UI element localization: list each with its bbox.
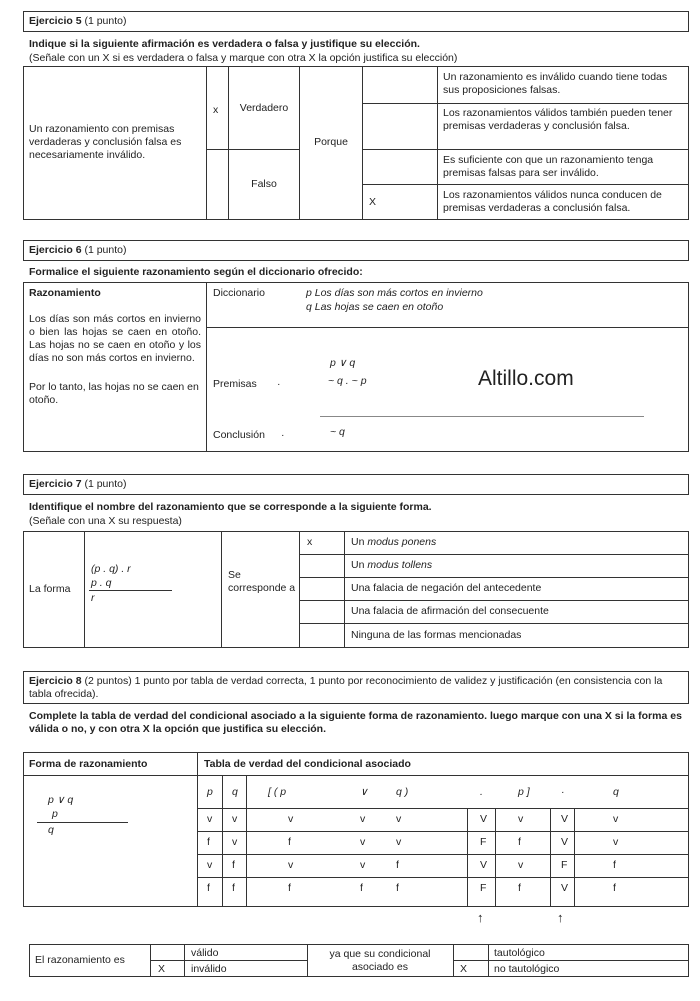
truth-table-cell: f — [360, 882, 363, 894]
ex7-forma-label: La forma — [29, 583, 71, 595]
truth-table-cell: v — [518, 813, 524, 825]
truth-table-header-cell: . — [480, 786, 483, 798]
ex7-option: Un modus ponens — [351, 536, 437, 548]
truth-table-cell: f — [613, 859, 616, 871]
truth-table-cell: F — [561, 859, 568, 871]
ex8-forma-line1: p ∨ q — [48, 794, 74, 806]
truth-table-header-cell: q ) — [396, 786, 409, 798]
ex7-points: (1 punto) — [84, 478, 127, 490]
ex5-option: Es suficiente con que un razonamiento tenga premisas falsas para ser inválido. — [443, 154, 654, 180]
truth-table-cell: f — [207, 882, 210, 894]
truth-table-cell: f — [288, 836, 291, 848]
ex7-instruction: Identifique el nombre del razonamiento que se corresponde a la siguiente forma. — [29, 501, 432, 513]
ex5-true-label: Verdadero — [239, 102, 289, 114]
truth-table-cell: v — [207, 813, 213, 825]
ex5-option-mark: X — [369, 196, 377, 208]
ex6-raz-label: Razonamiento — [29, 287, 101, 299]
truth-table-cell: V — [561, 882, 569, 894]
ex6-raz-text2: Por lo tanto, las hojas no se caen en otoño. — [29, 381, 199, 407]
ex8-mark-no-taut: X — [460, 963, 468, 975]
ex6-title-line — [29, 244, 126, 257]
ex7-option-em: modus ponens — [367, 536, 437, 548]
truth-table-cell: V — [561, 813, 569, 825]
truth-table-cell: V — [561, 836, 569, 848]
ex8-instruction: Complete la tabla de verdad del condicional asociado a la siguiente forma de razonamiento. luego marque con una X si la forma es válida o no, y con otra X la opción que justifica su elección. — [29, 710, 682, 736]
ex5-points: (1 punto) — [84, 15, 127, 27]
truth-table-cell: F — [480, 836, 487, 848]
ex7-option-mark: x — [307, 536, 313, 548]
ex6-conclusion-label: Conclusión — [213, 429, 265, 441]
truth-table-cell: f — [518, 882, 521, 894]
ex6-points: (1 punto) — [84, 244, 127, 256]
ex5-option: Un razonamiento es inválido cuando tiene todas sus proposiciones falsas. — [443, 71, 668, 97]
ex7-option: Una falacia de negación del antecedente — [351, 582, 542, 594]
ex6-premisas-label: Premisas — [213, 378, 257, 390]
ex6-raz-text: Los días son más cortos en invierno o bien las hojas se caen en otoño. Las hojas no se caen en otoño y los días no son más cortos en invierno. — [29, 313, 201, 365]
ex8-razonamiento-es: El razonamiento es — [35, 954, 125, 966]
ex7-option: Ninguna de las formas mencionadas — [351, 629, 522, 641]
ex6-premisa1: p ∨ q — [330, 357, 356, 369]
truth-table-header-cell: q — [613, 786, 619, 798]
ex5-option: Los razonamientos válidos nunca conducen de premisas verdaderas a conclusión falsa. — [443, 189, 662, 215]
truth-table-cell: f — [232, 859, 235, 871]
ex6-title: Ejercicio 6 — [29, 244, 82, 256]
ex8-points-desc: 1 punto por tabla de verdad correcta, 1 punto por reconocimiento de validez y justificación (en consistencia con la tabla ofrecida). — [29, 675, 663, 701]
truth-table-cell: F — [480, 882, 487, 894]
ex7-title-line — [29, 478, 126, 491]
truth-table-cell: v — [613, 836, 619, 848]
ex5-title: Ejercicio 5 — [29, 15, 82, 27]
ex7-option: Un modus tollens — [351, 559, 433, 571]
truth-table-header-cell: ∨ — [360, 786, 368, 798]
truth-table-cell: v — [232, 813, 238, 825]
ex7-option: Una falacia de afirmación del consecuente — [351, 605, 549, 617]
truth-table-cell: V — [480, 859, 488, 871]
truth-table-cell: v — [232, 836, 238, 848]
ex5-mark-true: x — [213, 104, 219, 116]
truth-table-header-cell: [ ( p — [268, 786, 287, 798]
truth-table-cell: f — [613, 882, 616, 894]
truth-table-cell: f — [518, 836, 521, 848]
truth-table-cell: f — [396, 882, 399, 894]
ex7-option-em: modus tollens — [367, 559, 433, 571]
ex8-no-tautologico: no tautológico — [494, 963, 560, 975]
ex7-forma-line2: p . q — [91, 577, 112, 589]
truth-table-cell: v — [360, 813, 366, 825]
truth-table-cell: v — [207, 859, 213, 871]
ex8-ya-que: ya que su condicional asociado es — [329, 948, 431, 974]
ex8-tabla-label: Tabla de verdad del condicional asociado — [204, 758, 411, 770]
ex8-invalido: inválido — [191, 963, 227, 975]
ex7-forma-line3: r — [91, 592, 95, 604]
ex6-dic-q: q Las hojas se caen en otoño — [306, 301, 444, 313]
ex8-forma-line2: p — [52, 808, 58, 820]
ex8-tautologico: tautológico — [494, 947, 545, 959]
truth-table-cell: v — [288, 859, 294, 871]
truth-table-cell: f — [232, 882, 235, 894]
truth-table-cell: v — [288, 813, 294, 825]
ex5-sub: (Señale con un X si es verdadera o falsa y marque con otra X la opción justifica su elección) — [29, 52, 458, 64]
truth-table-cell: v — [518, 859, 524, 871]
truth-table-header-cell: p — [207, 786, 213, 798]
ex7-forma-line1: (p . q) . r — [91, 563, 131, 575]
arrow-icon: ↑ — [557, 910, 564, 925]
ex6-dic-label: Diccionario — [213, 287, 265, 299]
ex8-forma-line3: q — [48, 824, 54, 836]
ex6-premisas-dot: · — [277, 378, 281, 390]
ex7-corresponde: Se corresponde a — [228, 569, 296, 595]
truth-table-header-cell: q — [232, 786, 238, 798]
truth-table-cell: f — [207, 836, 210, 848]
ex7-title: Ejercicio 7 — [29, 478, 82, 490]
truth-table-header-cell: p ] — [518, 786, 530, 798]
truth-table-cell: v — [360, 859, 366, 871]
ex8-mark-invalido: X — [158, 963, 166, 975]
truth-table-cell: V — [480, 813, 488, 825]
ex8-valido: válido — [191, 947, 219, 959]
ex5-false-label: Falso — [251, 178, 277, 190]
watermark: Altillo.com — [478, 367, 574, 390]
truth-table-cell: f — [288, 882, 291, 894]
arrow-icon: ↑ — [477, 910, 484, 925]
ex8-forma-label: Forma de razonamiento — [29, 758, 148, 770]
truth-table-cell: v — [360, 836, 366, 848]
ex5-instruction: Indique si la siguiente afirmación es verdadera o falsa y justifique su elección. — [29, 38, 420, 50]
ex6-conclusion: ~ q — [330, 426, 345, 438]
ex7-sub: (Señale con una X su respuesta) — [29, 515, 182, 527]
truth-table-cell: v — [613, 813, 619, 825]
ex6-conclusion-dot: · — [281, 429, 285, 441]
ex8-title-line — [29, 675, 679, 701]
ex5-statement: Un razonamiento con premisas verdaderas y conclusión falsa es necesariamente inválido. — [29, 123, 182, 162]
ex8-points: (2 puntos) — [84, 675, 132, 687]
ex6-instruction: Formalice el siguiente razonamiento según el diccionario ofrecido: — [29, 266, 363, 278]
ex6-premisa2: ~ q . ~ p — [328, 375, 367, 387]
ex5-porque: Porque — [314, 136, 348, 148]
truth-table-cell: v — [396, 813, 402, 825]
truth-table-cell: f — [396, 859, 399, 871]
truth-table-header-cell: · — [561, 786, 565, 798]
ex5-title-line — [29, 15, 126, 28]
ex8-title: Ejercicio 8 — [29, 675, 82, 687]
truth-table-cell: v — [396, 836, 402, 848]
ex6-dic-p: p Los días son más cortos en invierno — [306, 287, 483, 299]
ex5-option: Los razonamientos válidos también pueden tener premisas verdaderas y conclusión falsa. — [443, 107, 673, 133]
